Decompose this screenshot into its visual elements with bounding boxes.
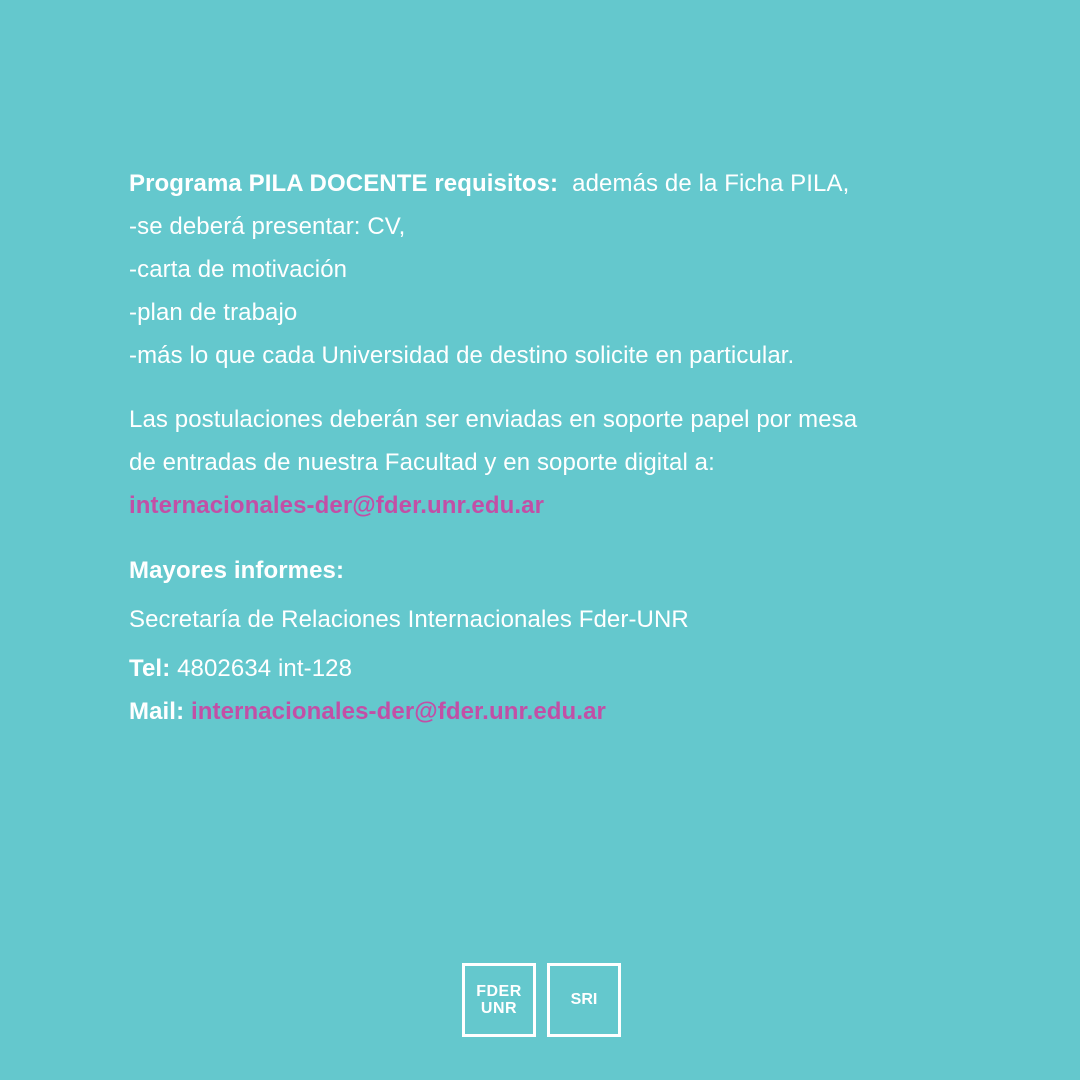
requirement-item-letter: -carta de motivación bbox=[129, 256, 348, 283]
info-tel-line bbox=[129, 647, 989, 690]
mail-label: Mail: bbox=[129, 698, 185, 725]
requirements-heading: Programa PILA DOCENTE requisitos: bbox=[129, 170, 559, 197]
requirement-item-extra: -más lo que cada Universidad de destino solicite en particular. bbox=[129, 342, 795, 369]
sri-logo-text: SRI bbox=[570, 991, 598, 1008]
submission-text-line-1: Las postulaciones deberán ser enviadas en soporte papel por mesa bbox=[129, 406, 858, 433]
main-content bbox=[129, 162, 989, 733]
requirements-heading-line bbox=[129, 162, 989, 205]
fder-unr-logo bbox=[462, 963, 536, 1037]
mail-link[interactable]: internacionales-der@fder.unr.edu.ar bbox=[190, 698, 606, 725]
fder-logo-text-line-2: UNR bbox=[480, 1000, 518, 1017]
submission-text-line-2: de entradas de nuestra Facultad y en soporte digital a: bbox=[129, 449, 715, 476]
requirements-intro: además de la Ficha PILA, bbox=[572, 170, 850, 197]
info-heading: Mayores informes: bbox=[129, 557, 345, 584]
submission-email-link[interactable]: internacionales-der@fder.unr.edu.ar bbox=[129, 492, 545, 519]
sri-logo bbox=[547, 963, 621, 1037]
requirement-item-cv: -se deberá presentar: CV, bbox=[129, 213, 406, 240]
footer-logos bbox=[462, 963, 621, 1037]
requirement-item-plan: -plan de trabajo bbox=[129, 299, 298, 326]
fder-logo-text-line-1: FDER bbox=[476, 983, 522, 1000]
info-mail-line bbox=[129, 690, 989, 733]
info-office: Secretaría de Relaciones Internacionales Fder-UNR bbox=[129, 606, 689, 633]
submission-email-line bbox=[129, 484, 989, 527]
tel-value: 4802634 int-128 bbox=[177, 655, 353, 682]
tel-label: Tel: bbox=[129, 655, 171, 682]
